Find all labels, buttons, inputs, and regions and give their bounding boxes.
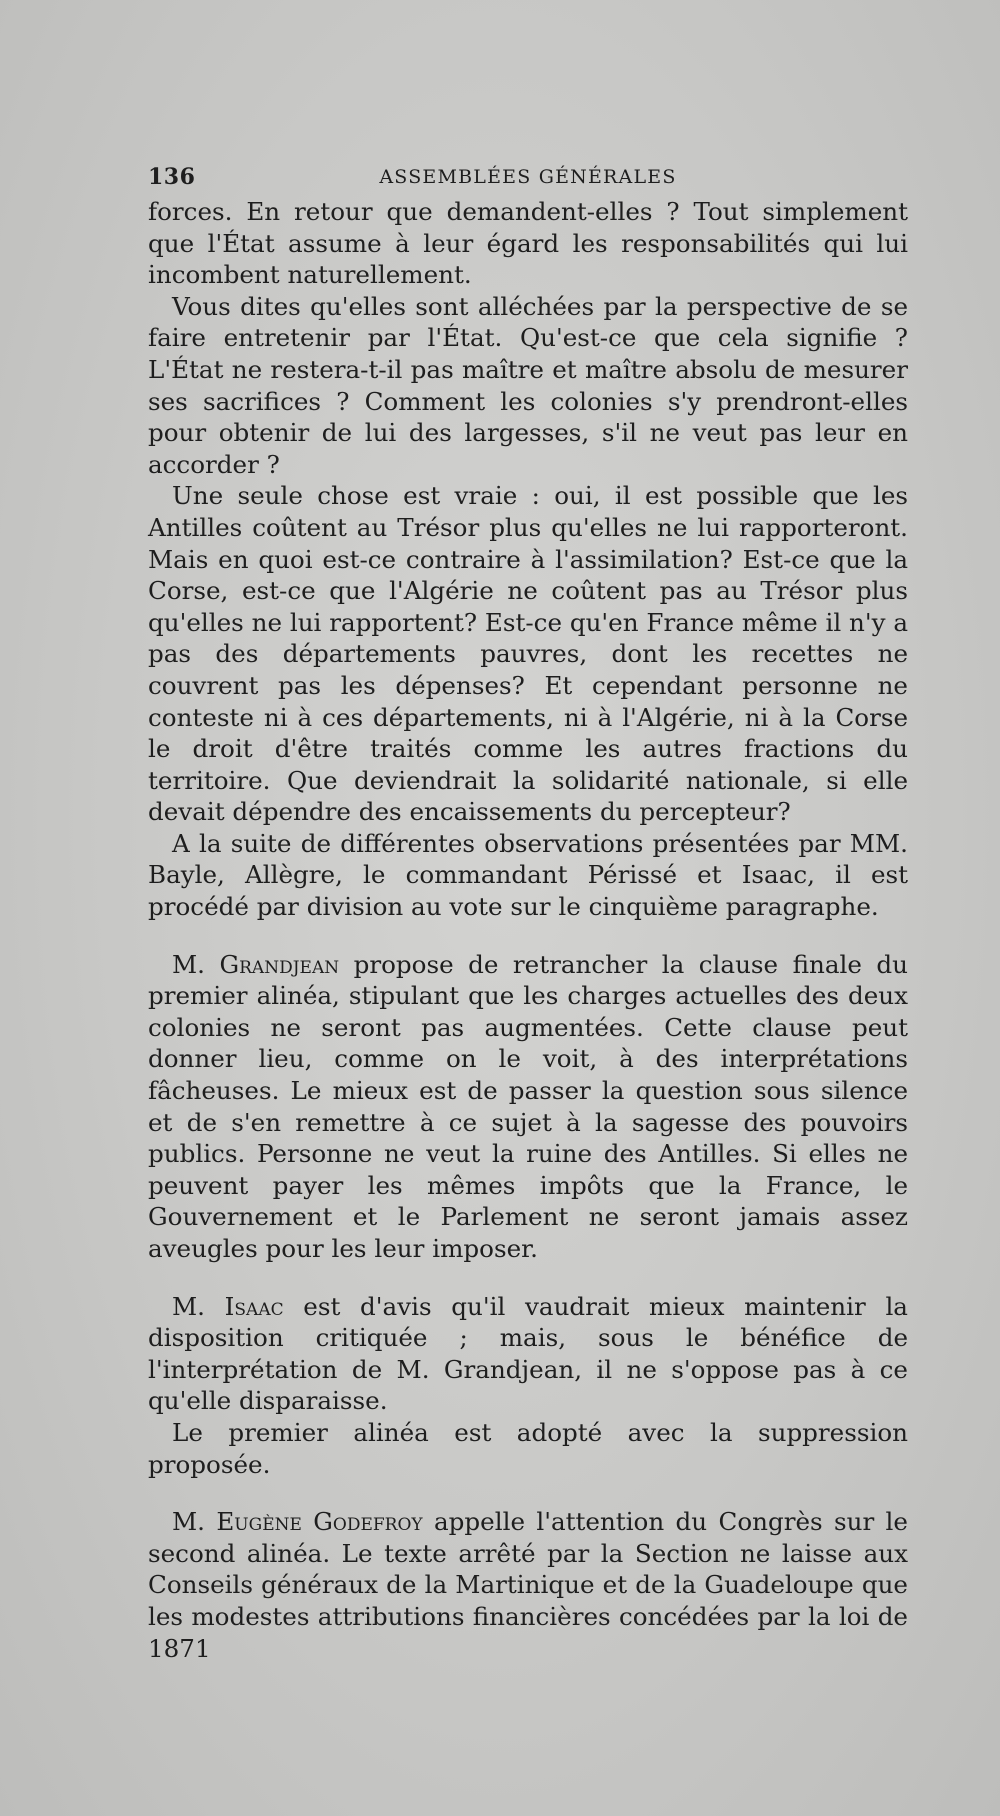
paragraph (148, 1417, 908, 1480)
paragraph-text: appelle l'attention du Congrès sur le second alinéa. Le texte arrêté par la Section ne laisse aux Conseils généraux de la Martinique et de la Guadeloupe que les modestes attributions financières concédées par la loi de 1871 (148, 1507, 908, 1663)
document-page (148, 160, 908, 1664)
paragraph-text: propose de retrancher la clause finale du premier alinéa, stipulant que les charges actuelles des deux colonies ne seront pas augmentées. Cette clause peut donner lieu, comme on le voit, à des interprétations fâcheuses. Le mieux est de passer la question sous silence et de s'en remettre à ce sujet à la sagesse des pouvoirs publics. Personne ne veut la ruine des Antilles. Si elles ne peuvent payer les mêmes impôts que la France, le Gouvernement et le Parlement ne seront jamais assez aveugles pour les leur imposer. (148, 949, 908, 1263)
paragraph (148, 480, 908, 828)
paragraph (148, 1506, 908, 1664)
paragraph-text: Vous dites qu'elles sont alléchées par la perspective de se faire entretenir par l'État. Qu'est-ce que cela signifie ? L'État ne restera-t-il pas maître et maître absolu de mesurer ses sacrifices ? Comment les colonies s'y prendront-elles pour obtenir de lui des largesses, s'il ne veut pas leur en accorder ? (148, 291, 908, 479)
paragraph (148, 196, 908, 291)
body-text (148, 196, 908, 1664)
paragraph-text: Le premier alinéa est adopté avec la suppression proposée. (148, 1417, 908, 1479)
paragraph (148, 291, 908, 481)
paragraph (148, 1291, 908, 1417)
page-number: 136 (148, 164, 196, 190)
paragraph-text: forces. En retour que demandent-elles ? Tout simplement que l'État assume à leur égard les responsabilités qui lui incombent naturellement. (148, 197, 908, 290)
paragraph-text: A la suite de différentes observations présentées par MM. Bayle, Allègre, le commandant Périssé et Isaac, il est procédé par division au vote sur le cinquième paragraphe. (148, 828, 908, 922)
speaker-name: M. Grandjean (172, 949, 340, 979)
speaker-name: M. Isaac (172, 1291, 284, 1321)
paragraph (148, 949, 908, 1265)
page-header (148, 160, 908, 196)
paragraph-text: est d'avis qu'il vaudrait mieux maintenir la disposition critiquée ; mais, sous le bénéfice de l'interprétation de M. Grandjean, il ne s'oppose pas à ce qu'elle disparaisse. (148, 1291, 908, 1416)
paragraph-text: Une seule chose est vraie : oui, il est possible que les Antilles coûtent au Trésor plus qu'elles ne lui rapporteront. Mais en quoi est-ce contraire à l'assimilation? Est-ce que la Corse, est-ce que l'Algérie ne coûtent pas au Trésor plus qu'elles ne lui rapportent? Est-ce qu'en France même il n'y a pas des départements pauvres, dont les recettes ne couvrent pas les dépenses? Et cependant personne ne conteste ni à ces départements, ni à l'Algérie, ni à la Corse le droit d'être traités comme les autres fractions du territoire. Que deviendrait la solidarité nationale, si elle devait dépendre des encaissements du percepteur? (148, 481, 908, 827)
running-title: ASSEMBLÉES GÉNÉRALES (379, 166, 677, 188)
speaker-name: M. Eugène Godefroy (172, 1507, 423, 1537)
paragraph (148, 828, 908, 923)
